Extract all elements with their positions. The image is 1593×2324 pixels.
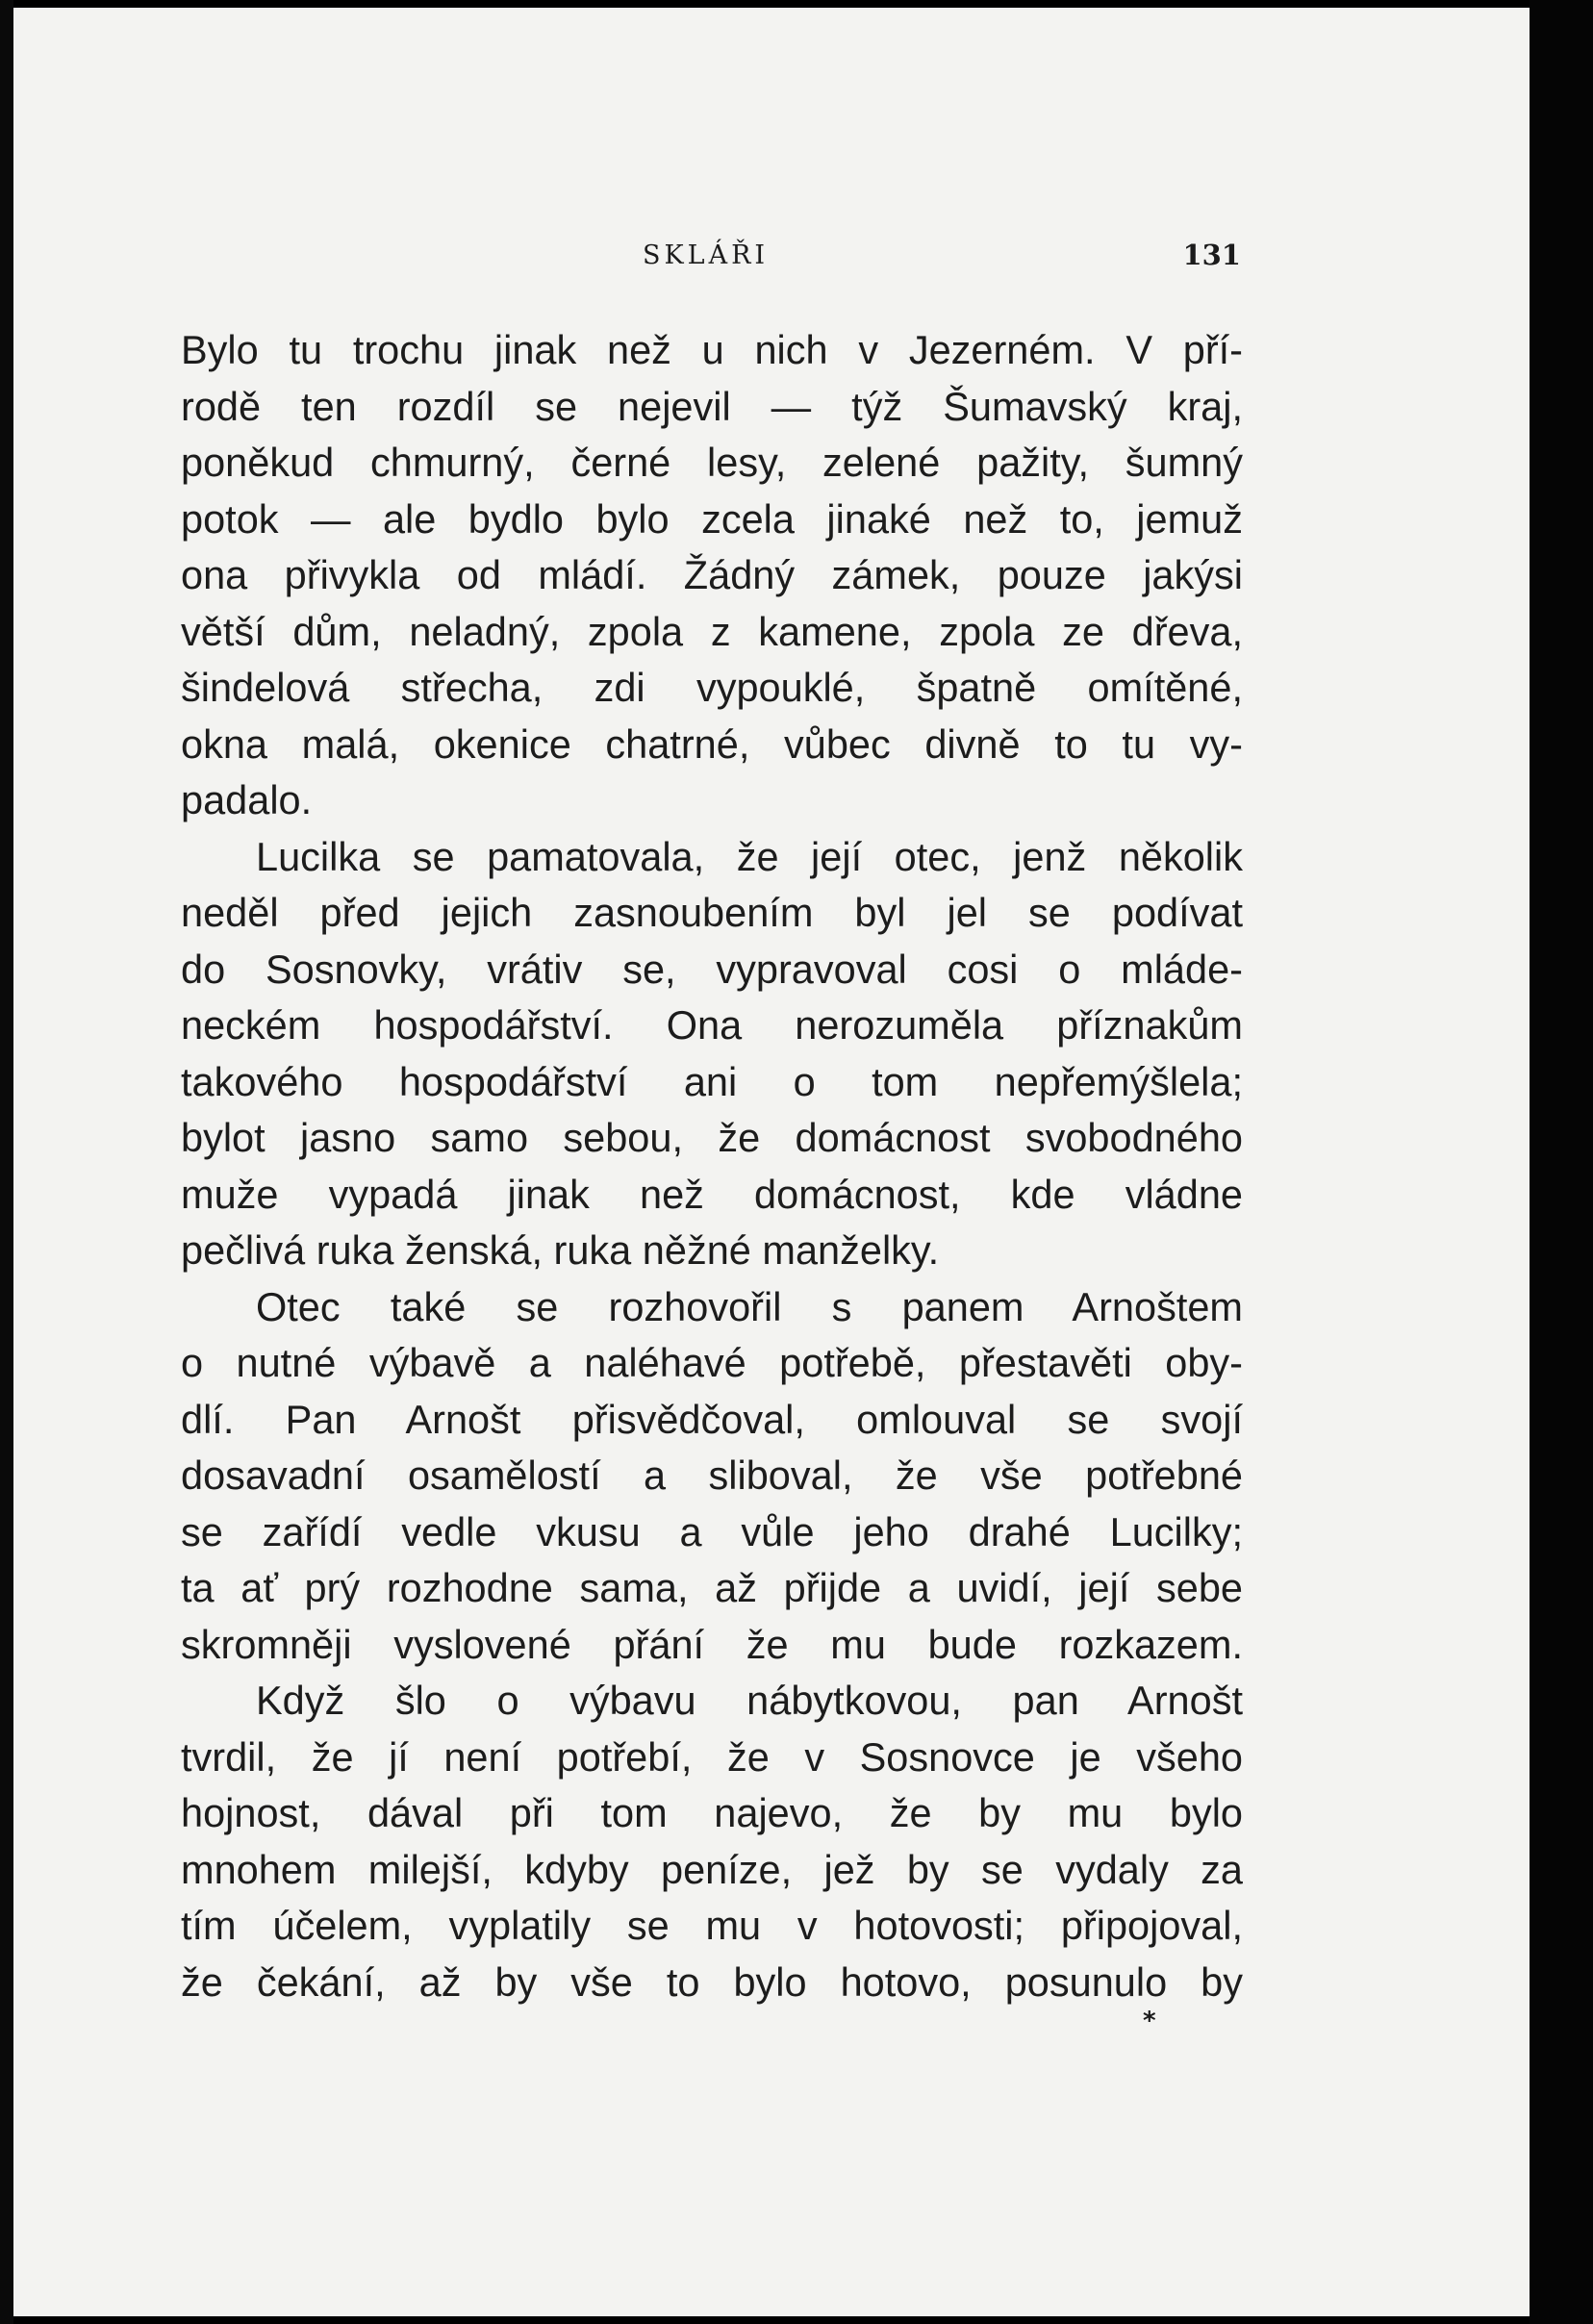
text-line: šindelová střecha, zdi vypouklé, špatně omítěné, [181, 665, 1243, 710]
text-line: bylot jasno samo sebou, že domácnost svobodného [181, 1115, 1243, 1160]
text-line: Bylo tu trochu jinak než u nich v Jezerném. V pří- [181, 327, 1243, 372]
text-line: takového hospodářství ani o tom nepřemýšlela; [181, 1058, 1243, 1104]
text-line: do Sosnovky, vrátiv se, vypravoval cosi o mláde- [181, 946, 1243, 992]
text-line: Lucilka se pamatovala, že její otec, jenž několik [256, 833, 1243, 879]
text-line: potok — ale bydlo bylo zcela jinaké než to, jemuž [181, 495, 1243, 542]
signature-mark: * [1143, 2007, 1156, 2035]
text-line: neckém hospodářství. Ona nerozuměla příznakům [181, 1002, 1243, 1048]
text-line: tím účelem, vyplatily se mu v hotovosti; připojoval, [181, 1903, 1243, 1948]
text-line: mnohem milejší, kdyby peníze, jež by se vydaly za [181, 1846, 1243, 1892]
running-title: SKLÁŘI [643, 240, 770, 270]
text-line: rodě ten rozdíl se nejevil — týž Šumavský kraj, [181, 383, 1243, 429]
text-line: poněkud chmurný, černé lesy, zelené pažity, šumný [181, 440, 1243, 485]
text-line: že čekání, až by vše to bylo hotovo, posunulo by [181, 1958, 1243, 2005]
text-line: padalo. [181, 777, 313, 822]
scan-left-edge [0, 0, 13, 2324]
text-line: ona přivykla od mládí. Žádný zámek, pouze jakýsi [181, 552, 1243, 597]
text-line: Když šlo o výbavu nábytkovou, pan Arnošt [256, 1678, 1243, 1723]
page-number: 131 [1182, 239, 1241, 271]
text-line: neděl před jejich zasnoubením byl jel se podívat [181, 890, 1243, 935]
text-line: ta ať prý rozhodne sama, až přijde a uvidí, její sebe [181, 1565, 1243, 1610]
text-line: dlí. Pan Arnošt přisvědčoval, omlouval se svojí [181, 1396, 1243, 1442]
body-text [181, 322, 1243, 2010]
text-line: okna malá, okenice chatrné, vůbec divně to tu vy- [181, 720, 1243, 767]
text-line: muže vypadá jinak než domácnost, kde vládne [181, 1171, 1243, 1217]
text-line: skromněji vyslovené přání že mu bude rozkazem. [181, 1621, 1243, 1667]
text-line: pečlivá ruka ženská, ruka něžné manželky. [181, 1227, 940, 1273]
page-header [183, 240, 1241, 279]
text-line: tvrdil, že jí není potřebí, že v Sosnovce je všeho [181, 1733, 1243, 1780]
text-line: o nutné výbavě a naléhavé potřebě, přestavěti oby- [181, 1340, 1243, 1385]
text-line: se zařídí vedle vkusu a vůle jeho drahé Lucilky; [181, 1508, 1243, 1554]
text-line: větší dům, neladný, zpola z kamene, zpola ze dřeva, [181, 608, 1243, 654]
text-line: hojnost, dával při tom najevo, že by mu bylo [181, 1790, 1243, 1835]
text-line: Otec také se rozhovořil s panem Arnoštem [256, 1283, 1243, 1329]
text-line: dosavadní osamělostí a sliboval, že vše potřebné [181, 1452, 1243, 1498]
scan-right-edge [1530, 0, 1593, 2324]
